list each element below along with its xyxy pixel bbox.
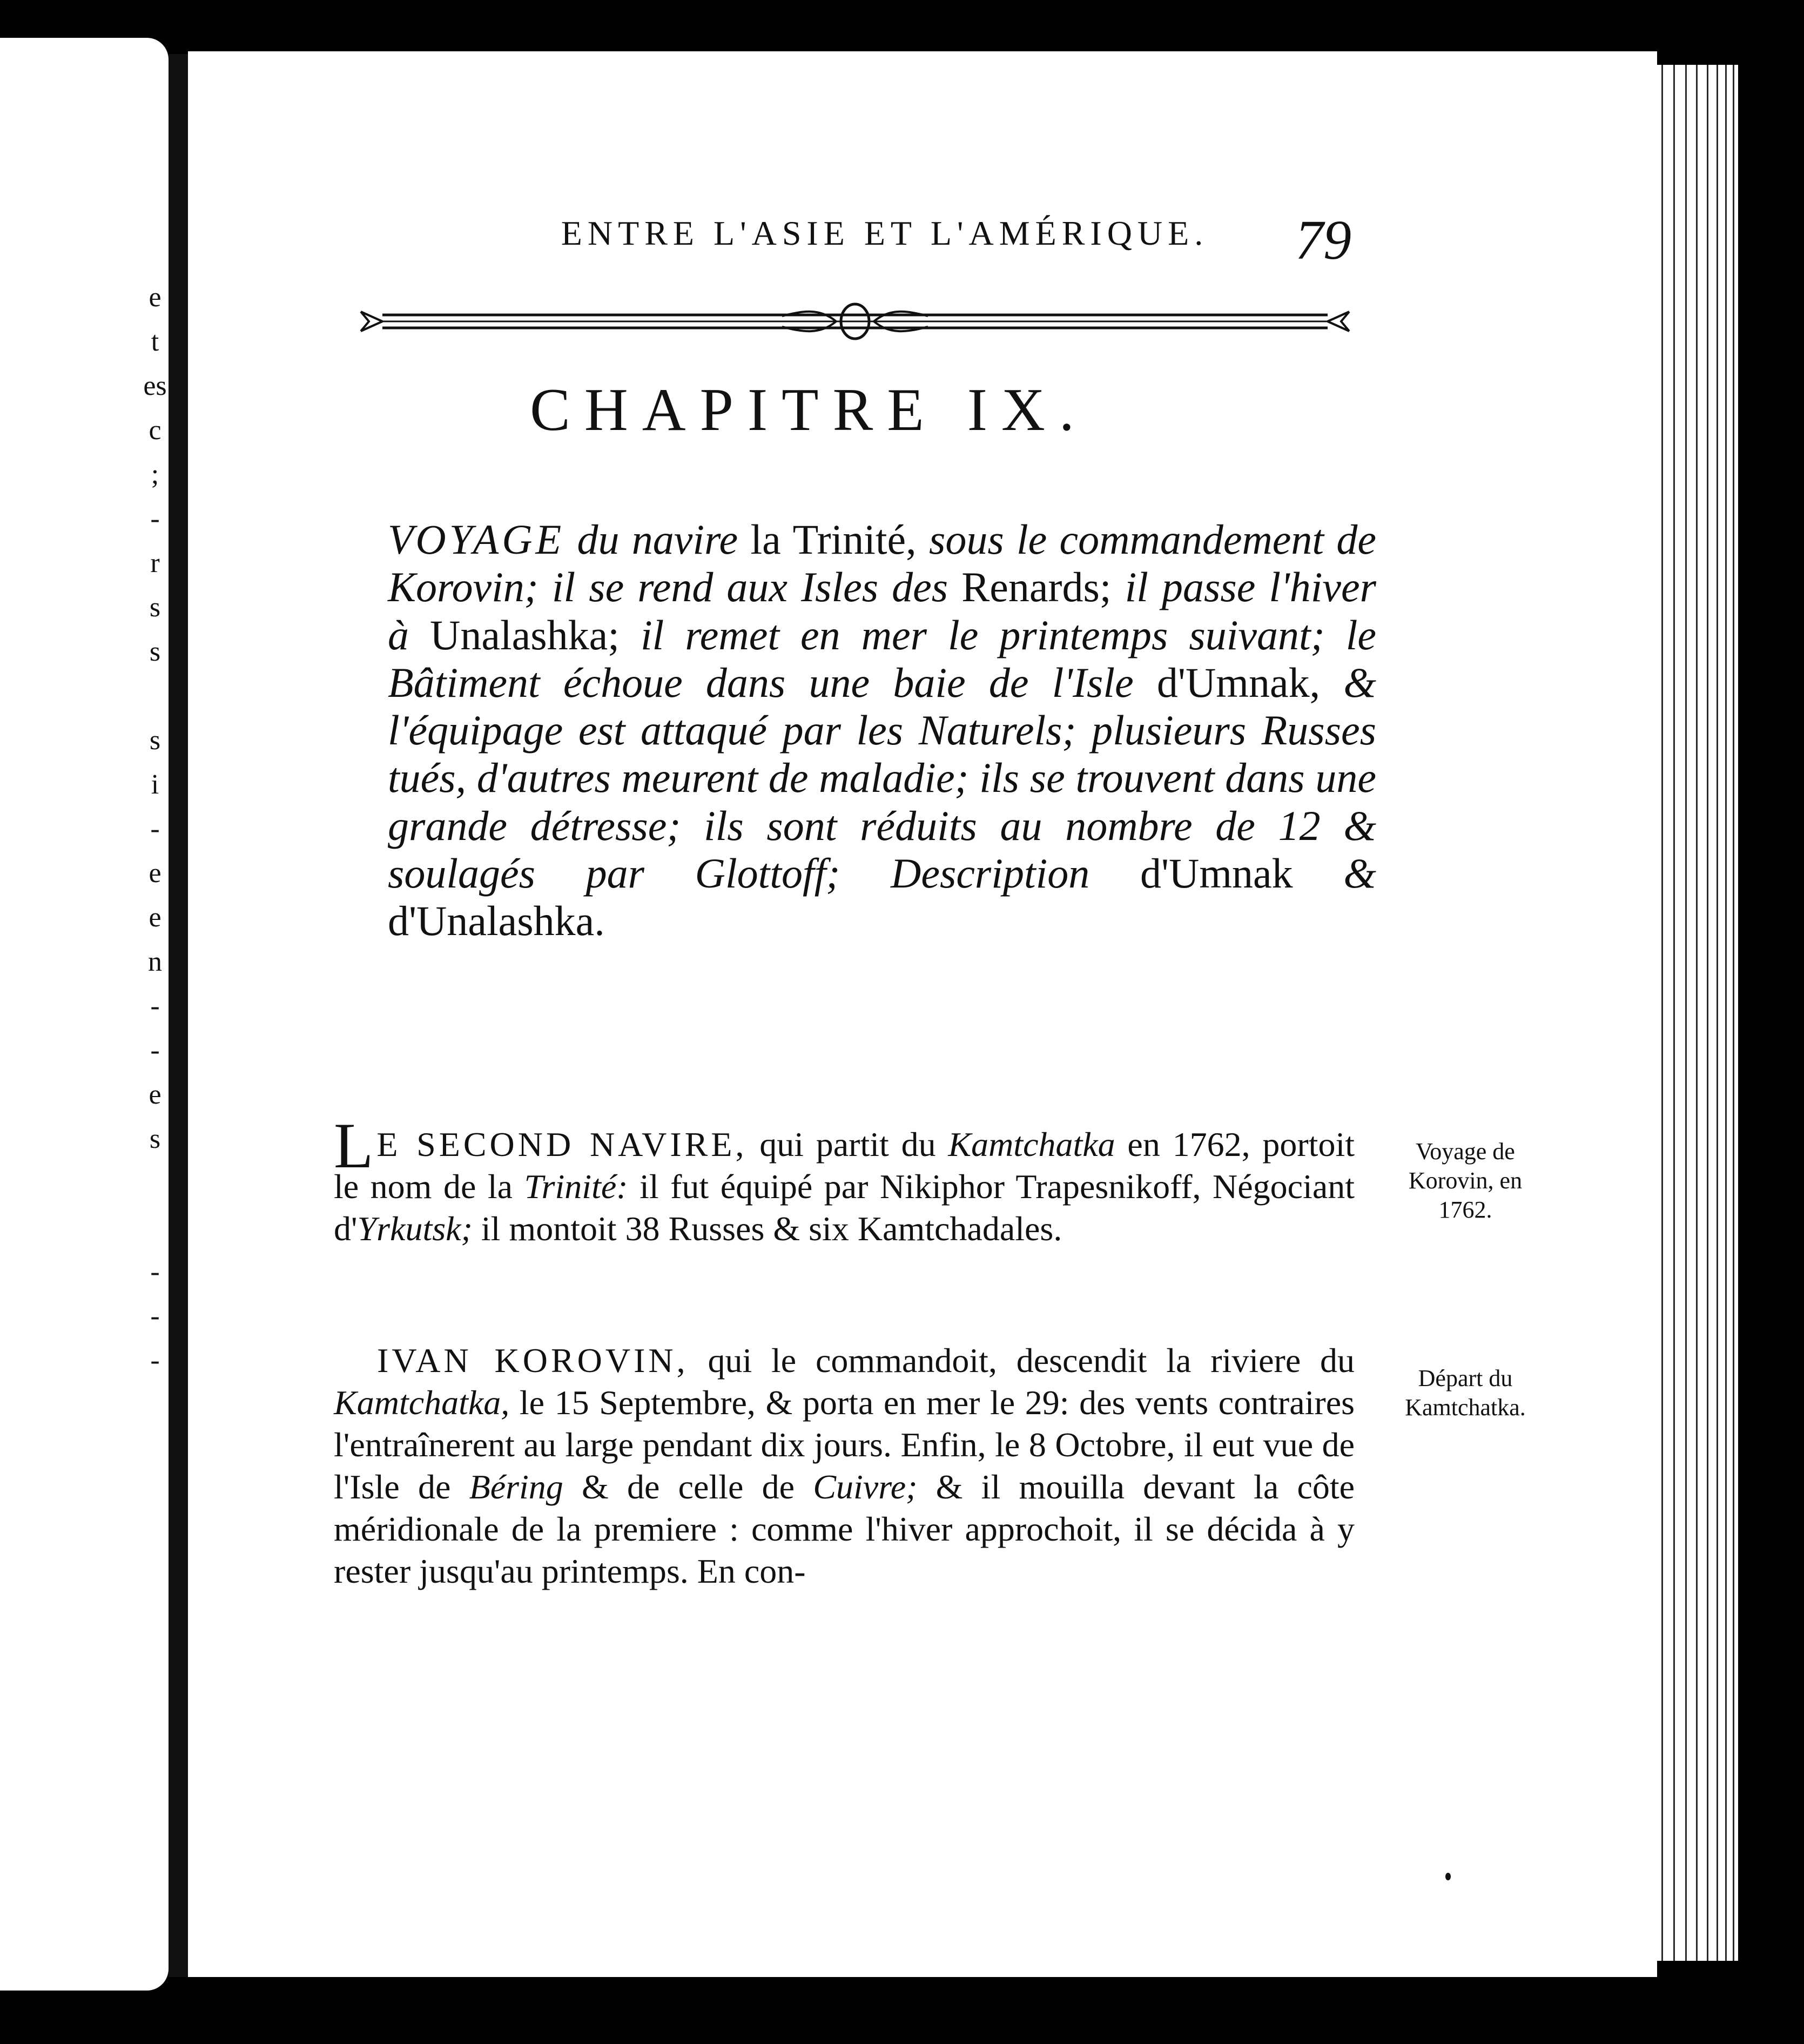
fragment bbox=[142, 674, 169, 718]
fragment: s bbox=[149, 592, 161, 623]
ornamental-rule bbox=[350, 300, 1360, 343]
margin-note-voyage bbox=[1379, 1137, 1552, 1225]
margin-note-line: 1762. bbox=[1438, 1196, 1492, 1223]
summary-lead: VOYAGE bbox=[388, 516, 565, 563]
fragment: - bbox=[150, 1301, 160, 1332]
summary-text: il passe l'hiver à bbox=[388, 563, 1377, 658]
body-italic: Kamtchatka bbox=[948, 1125, 1115, 1164]
body-text: & de celle de bbox=[582, 1468, 795, 1506]
summary-roman: Unalashka; bbox=[430, 611, 620, 658]
summary-text: & l'équipage est attaqué par les Naturels; plusieurs Russes tués, d'autres meurent de maladie; ils se trouvent dans une grande détresse; ils sont réduits au nombre de 12 & soulagés par Glottoff; Description bbox=[388, 658, 1377, 897]
margin-note-line: Kamtchatka. bbox=[1405, 1394, 1526, 1421]
summary-roman: la Trinité, bbox=[750, 516, 917, 563]
page-number: 79 bbox=[1295, 209, 1351, 271]
body-italic: Béring bbox=[469, 1468, 563, 1506]
summary-roman: d'Umnak, bbox=[1156, 658, 1321, 706]
fragment bbox=[142, 1206, 169, 1250]
running-head: ENTRE L'ASIE ET L'AMÉRIQUE. bbox=[561, 214, 1209, 252]
fragment: e bbox=[149, 1079, 161, 1110]
body-text: en 1762, portoit le nom de la bbox=[334, 1125, 1355, 1206]
fragment: s bbox=[149, 636, 161, 667]
fragment: r bbox=[150, 548, 160, 579]
paragraph-lead: E SECOND NAVIRE, bbox=[376, 1125, 748, 1164]
drop-cap: L bbox=[334, 1110, 374, 1181]
fragment bbox=[142, 1161, 169, 1206]
body-italic: Yrkutsk; bbox=[357, 1209, 473, 1248]
fragment: s bbox=[149, 725, 161, 756]
summary-text: il remet en mer le printemps suivant; le Bâtiment échoue dans une baie de l'Isle bbox=[388, 611, 1376, 706]
fragment: - bbox=[150, 1256, 160, 1287]
ink-speck bbox=[1445, 1873, 1451, 1880]
margin-note-line: Korovin, en bbox=[1408, 1167, 1523, 1194]
fragment: - bbox=[150, 1035, 160, 1066]
summary-text: & bbox=[1343, 850, 1377, 897]
paragraph-1 bbox=[334, 1110, 1355, 1250]
fragment: i bbox=[151, 769, 159, 800]
summary-roman: d'Umnak bbox=[1140, 850, 1293, 897]
facing-page-text-fragments bbox=[142, 275, 169, 1383]
fragment: - bbox=[150, 813, 160, 844]
body-text: qui le commandoit, descendit la riviere du bbox=[708, 1341, 1355, 1380]
summary-roman: d'Unalashka. bbox=[388, 897, 605, 945]
body-italic: Cuivre; bbox=[813, 1468, 918, 1506]
book-page bbox=[188, 51, 1657, 1977]
margin-note-depart bbox=[1379, 1364, 1552, 1422]
fragment: - bbox=[150, 503, 160, 534]
fragment: e bbox=[149, 858, 161, 889]
paragraph-lead: IVAN KOROVIN, bbox=[377, 1341, 689, 1380]
chapter-summary bbox=[388, 516, 1376, 945]
margin-note-line: Départ du bbox=[1418, 1365, 1513, 1391]
summary-text: du navire bbox=[577, 516, 738, 563]
fragment: - bbox=[150, 1345, 160, 1376]
fragment: ; bbox=[151, 459, 159, 490]
fragment: t bbox=[151, 326, 159, 357]
body-text: le 15 Septembre, & porta en mer le 29: des vents contraires l'entraînerent au large pendant dix jours. Enfin, le 8 Octobre, il eut vue de l'Isle de bbox=[334, 1383, 1355, 1506]
body-italic: Trinité: bbox=[524, 1167, 628, 1206]
fragment: es bbox=[143, 371, 167, 401]
body-text: & il mouilla devant la côte méridionale de la premiere : comme l'hiver approchoit, il se décida à y rester jusqu'au printemps. En con- bbox=[334, 1468, 1355, 1590]
fragment: n bbox=[148, 946, 162, 977]
body-text: il fut équipé par Nikiphor Trapesnikoff, Négociant d' bbox=[334, 1167, 1355, 1248]
body-italic: Kamtchatka, bbox=[334, 1383, 510, 1422]
margin-note-line: Voyage de bbox=[1416, 1138, 1515, 1165]
paragraph-2 bbox=[334, 1340, 1355, 1592]
body-text: il montoit 38 Russes & six Kamtchadales. bbox=[481, 1209, 1062, 1248]
facing-page bbox=[0, 38, 169, 1991]
summary-roman: Renards; bbox=[961, 563, 1112, 611]
fragment: e bbox=[149, 902, 161, 933]
page-edges bbox=[1657, 65, 1738, 1961]
summary-text: sous le commandement de Korovin; il se rend aux Isles des bbox=[388, 516, 1376, 611]
fragment: s bbox=[149, 1124, 161, 1154]
book-gutter bbox=[169, 54, 188, 1977]
fragment: c bbox=[149, 415, 161, 446]
chapter-title: CHAPITRE IX. bbox=[530, 376, 1088, 443]
fragment: e bbox=[149, 282, 161, 313]
body-text: qui partit du bbox=[759, 1125, 936, 1164]
fragment: - bbox=[150, 991, 160, 1021]
